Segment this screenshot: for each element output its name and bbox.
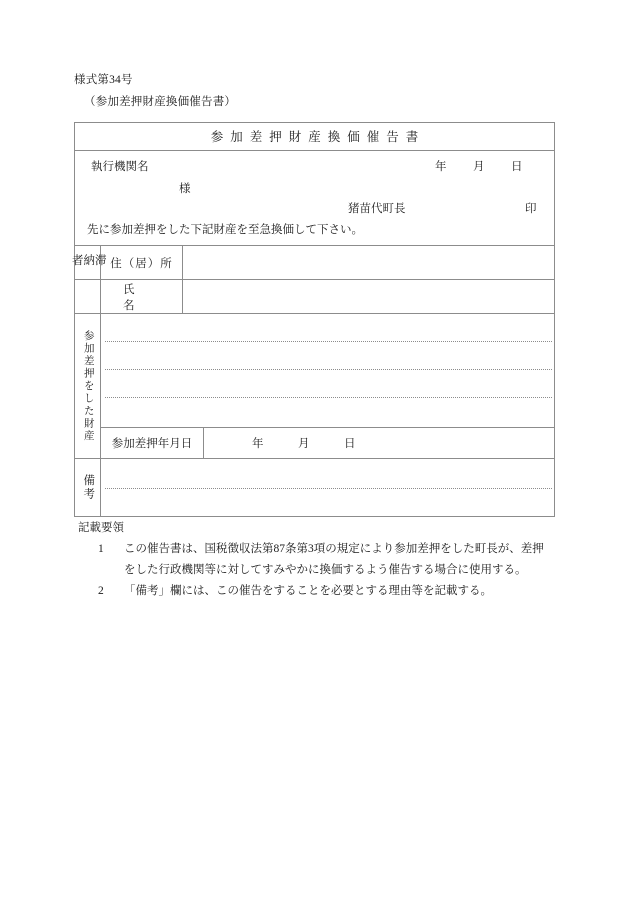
property-dotted-line-3 — [105, 397, 552, 398]
name-label-cell — [101, 280, 183, 313]
form-table — [70, 122, 555, 517]
name-value-cell[interactable] — [183, 280, 554, 313]
property-seizure-date-row — [101, 427, 554, 458]
issue-date-month: 月 — [473, 161, 485, 173]
instruction-item-2 — [98, 581, 578, 602]
property-block — [75, 314, 554, 459]
seizure-date-day: 日 — [344, 438, 356, 450]
header-block — [75, 151, 554, 246]
address-label-cell — [101, 246, 183, 279]
remarks-block — [75, 459, 554, 516]
instruction-number-1: 1 — [98, 543, 104, 555]
seizure-date-month: 月 — [298, 438, 310, 450]
remarks-dotted-line-1 — [105, 488, 552, 489]
taxpayer-section-label-cell-2 — [75, 280, 101, 313]
issue-date-field — [435, 158, 549, 174]
seizure-date-value[interactable] — [204, 428, 554, 458]
remarks-body[interactable] — [101, 459, 554, 516]
property-section-label: 参加差押をした財産 — [82, 329, 94, 443]
property-description-area[interactable] — [101, 314, 554, 427]
address-label: 住（居）所 — [110, 257, 173, 270]
property-right-column — [101, 314, 554, 458]
seizure-date-year: 年 — [252, 438, 264, 450]
instruction-text-1-line-2: をした行政機関等に対してすみやかに換価するよう催告する場合に使用する。 — [124, 564, 527, 576]
taxpayer-section-label-cell — [70, 246, 106, 279]
seal-mark: 印 — [525, 203, 537, 215]
address-value-cell[interactable] — [183, 246, 554, 279]
instruction-item-1 — [98, 539, 578, 581]
property-dotted-line-1 — [105, 341, 552, 342]
form-name-parenthetical: （参加差押財産換価催告書） — [84, 96, 237, 108]
property-dotted-line-2 — [105, 369, 552, 370]
seizure-date-label: 参加差押年月日 — [101, 428, 204, 458]
executing-agency-label: 執行機関名 — [91, 161, 149, 173]
issue-date-day: 日 — [511, 161, 523, 173]
instruction-text-1 — [124, 539, 578, 581]
form-number: 様式第34号 — [74, 74, 133, 86]
instructions-heading: 記載要領 — [78, 522, 124, 534]
instruction-text-2-line-1: 「備考」欄には、この催告をすることを必要とする理由等を記載する。 — [124, 585, 492, 597]
instruction-text-1-line-1: この催告書は、国税徴収法第87条第3項の規定により参加差押をした町長が、差押 — [124, 543, 544, 555]
remarks-label: 備考 — [82, 474, 95, 501]
instructions-section — [78, 518, 578, 602]
request-sentence: 先に参加差押をした下記財産を至急換価して下さい。 — [87, 224, 363, 236]
issuer-name: 猪苗代町長 — [348, 203, 406, 215]
issue-date-year: 年 — [435, 161, 447, 173]
instruction-text-2 — [124, 581, 578, 602]
taxpayer-address-row — [70, 246, 554, 280]
name-label: 氏名 — [123, 283, 157, 312]
property-section-label-cell — [75, 314, 101, 458]
taxpayer-name-row — [75, 280, 554, 314]
addressee-honorific: 様 — [179, 183, 191, 195]
form-title-row — [75, 123, 554, 151]
instruction-number-2: 2 — [98, 585, 104, 597]
form-title-text: 参加差押財産換価催告書 — [210, 130, 426, 144]
remarks-label-cell — [75, 459, 101, 516]
taxpayer-section-label: 滞納者 — [70, 254, 106, 268]
